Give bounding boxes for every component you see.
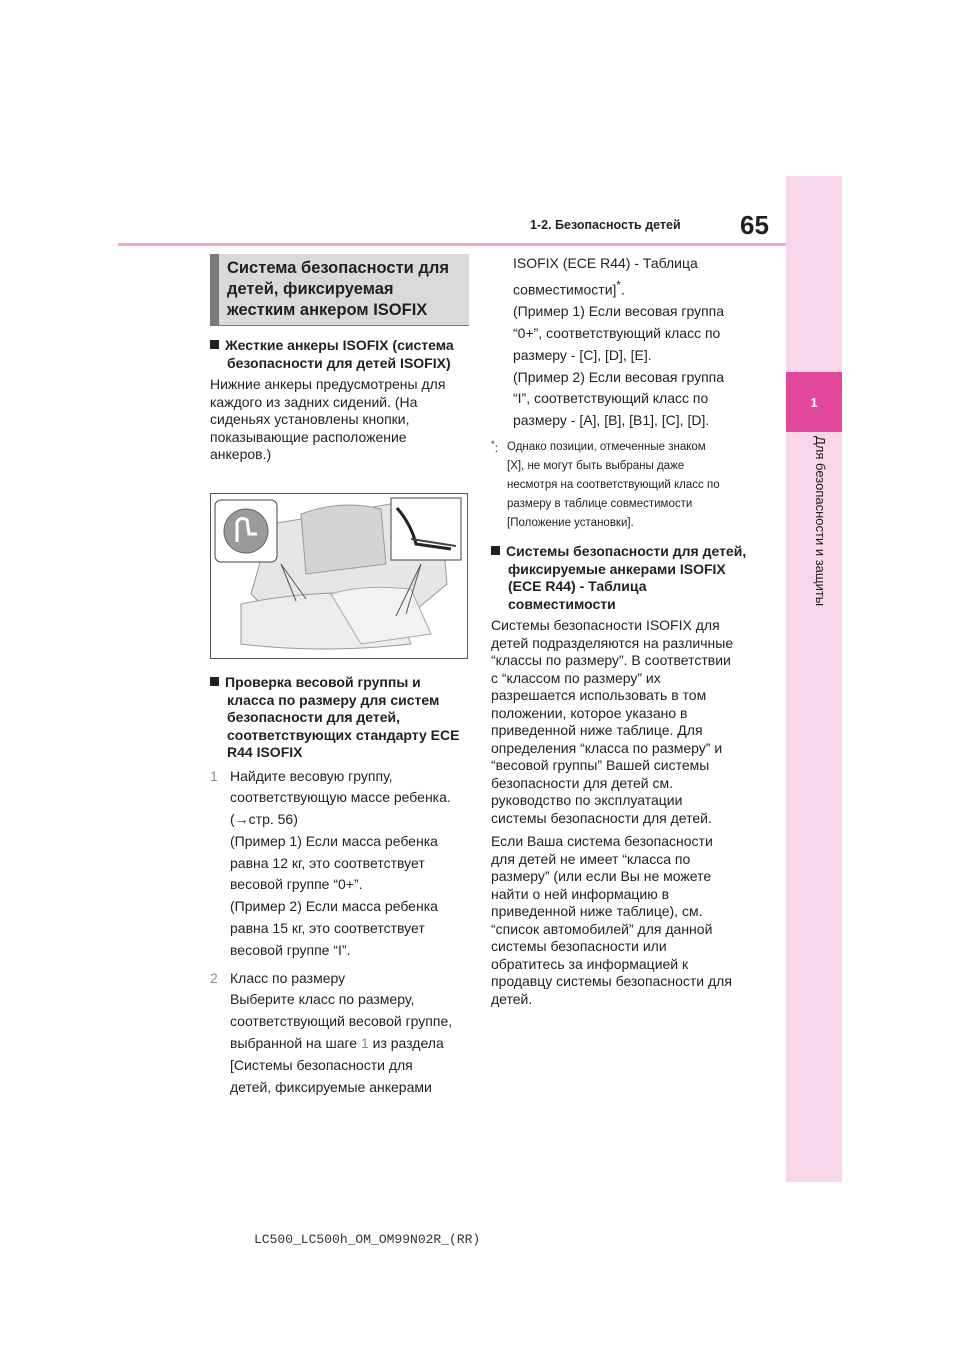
left-column	[210, 337, 470, 464]
step-1-number: 1	[210, 767, 218, 784]
step-reference: 1	[360, 1035, 369, 1052]
section-box-title: Система безопасности для детей, фиксируемая жестким анкером ISOFIX	[210, 254, 469, 326]
side-tab-number: 1	[786, 372, 842, 432]
footnote-ref: *	[616, 278, 621, 292]
heading-weight-class-check: Проверка весовой группы и класса по размеру для систем безопасности для детей, соответствующих стандарту ECE R44 ISOFIX	[210, 674, 470, 762]
step-2: 2 Класс по размеру Выберите класс по размеру, соответствующий весовой группе, выбранной на шаге 1 из раздела [Системы безопасности для детей, фиксируемые анкерами	[210, 969, 453, 1095]
side-tab-label: Для безопасности и защиты	[813, 436, 828, 607]
right-column	[491, 253, 751, 1008]
square-bullet-icon	[210, 340, 219, 349]
square-bullet-icon	[491, 546, 500, 555]
heading-compatibility-table: Системы безопасности для детей, фиксируемые анкерами ISOFIX (ECE R44) - Таблица совместимости	[491, 543, 751, 613]
paragraph-anchors: Нижние анкеры предусмотрены для каждого из задних сидений. (На сиденьях установлены кнопки, показывающие расположение анкеров.)	[210, 376, 446, 462]
left-column-lower	[210, 674, 470, 1098]
rear-seat-illustration	[210, 493, 468, 659]
paragraph-no-size-class: Если Ваша система безопасности для детей не имеет “класса по размеру” (или если Вы не можете найти о ней информацию в приведенной ниже таблице), см. “список автомобилей” для данной системы безопасности или обратитесь за информацией к продавцу системы безопасности для детей.	[491, 833, 732, 1007]
footer-doc-code: LC500_LC500h_OM_OM99N02R_(RR)	[254, 1232, 481, 1247]
step-1: 1 Найдите весовую группу, соответствующую массе ребенка. (→стр. 56) (Пример 1) Если масса ребенка равна 12 кг, это соответствует весовой группе “0+”. (Пример 2) Если масса ребенка равна 15 кг, это соответствует весовой группе “I”.	[210, 767, 451, 958]
header-rule	[118, 243, 786, 246]
footnote: *: Однако позиции, отмеченные знаком [X], не могут быть выбраны даже несмотря на соответствующий класс по размеру в таблице совместимости [Положение установки].	[491, 439, 720, 530]
step-2-continuation: ISOFIX (ECE R44) - Таблица совместимости]*. (Пример 1) Если весовая группа “0+”, соответствующий класс по размеру - [C], [D], [E]. (Пример 2) Если весовая группа “I”, соответствующий класс по размеру - [A], [B], [B1], [C], [D].	[513, 255, 725, 429]
heading-isofix-anchors: Жесткие анкеры ISOFIX (система безопасности для детей ISOFIX)	[210, 337, 470, 372]
step-2-number: 2	[210, 969, 218, 986]
section-header: 1-2. Безопасность детей	[530, 218, 681, 232]
square-bullet-icon	[210, 677, 219, 686]
side-tab-top	[786, 176, 842, 372]
page-number: 65	[740, 210, 769, 240]
paragraph-size-classes: Системы безопасности ISOFIX для детей подразделяются на различные “классы по размеру”. В соответствии с “классом по размеру” их разрешается использовать в том положении, которое указано в приведенной ниже таблице. Для определения “класса по размеру” и “весовой группы” Вашей системы безопасности для детей см. руководство по эксплуатации системы безопасности для детей.	[491, 617, 734, 826]
